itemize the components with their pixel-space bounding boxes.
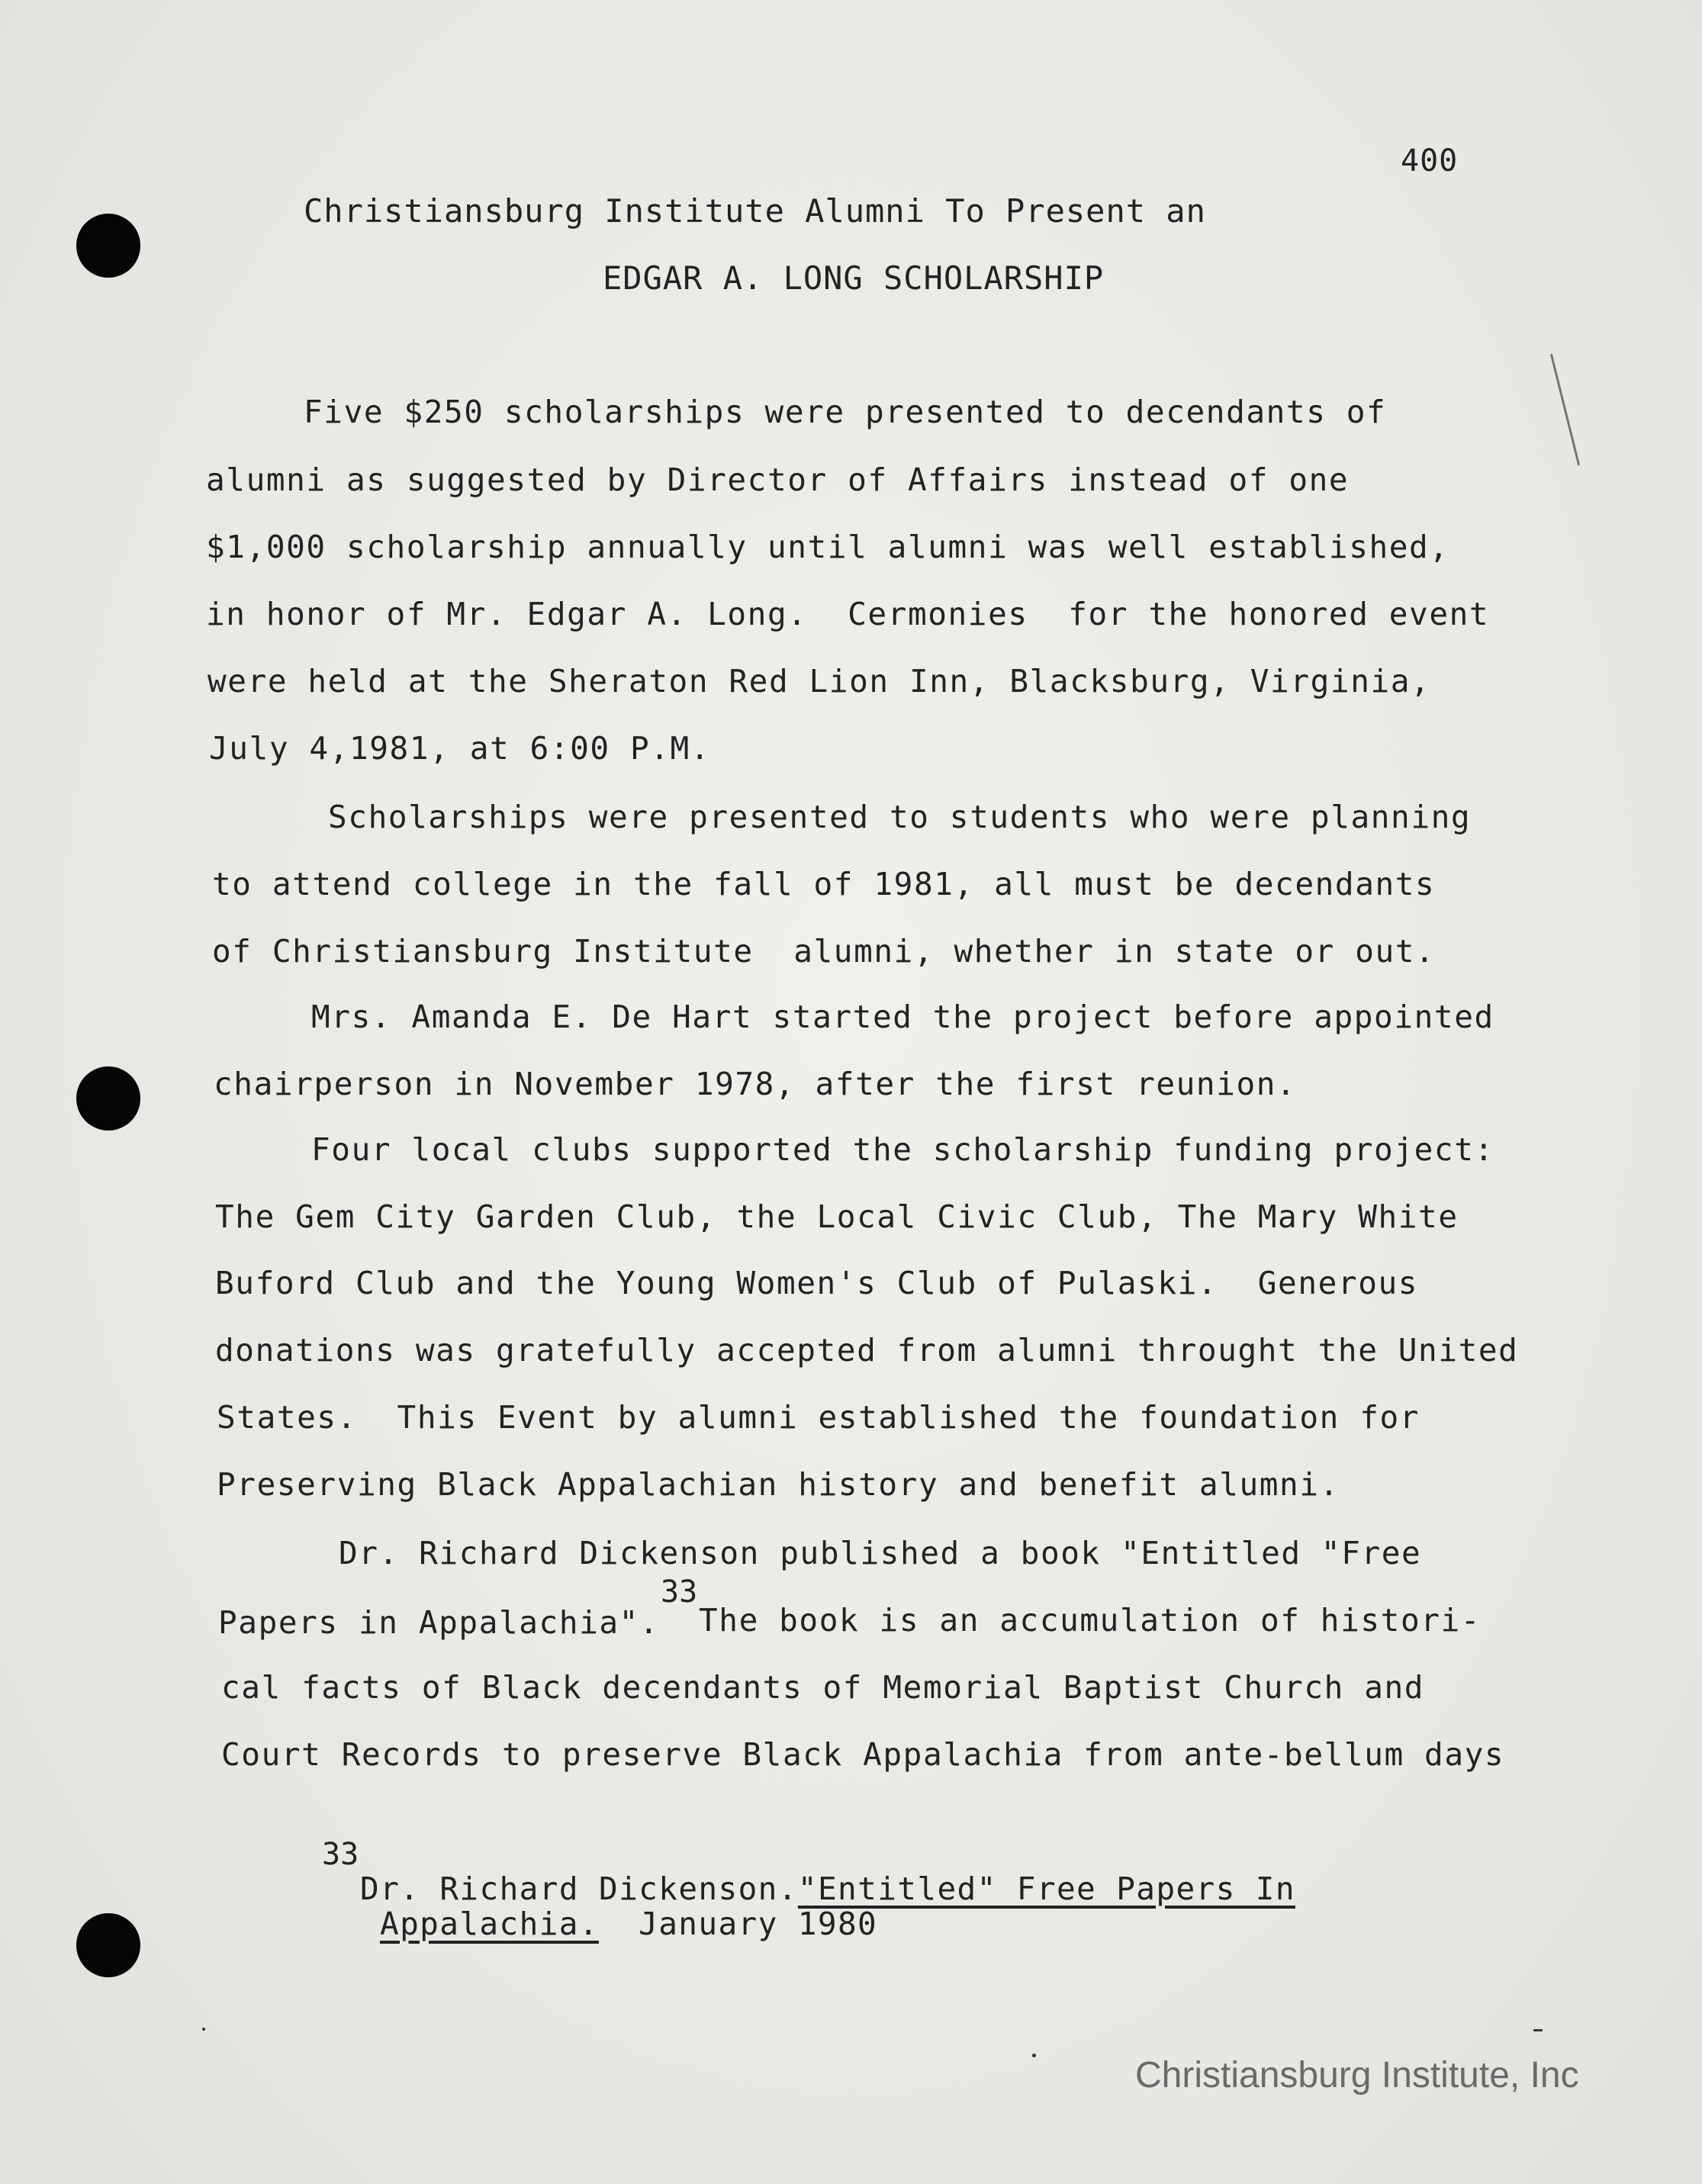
- body-line: The Gem City Garden Club, the Local Civic Club, The Mary White: [215, 1198, 1459, 1235]
- footnote-reference: 33: [661, 1574, 698, 1610]
- page-number: 400: [1401, 143, 1459, 179]
- document-subtitle: EDGAR A. LONG SCHOLARSHIP: [603, 259, 1105, 297]
- body-line: The book is an accumulation of histori-: [699, 1602, 1482, 1639]
- footnote-number: 33: [322, 1837, 359, 1872]
- body-line: to attend college in the fall of 1981, all must be decendants: [212, 866, 1436, 902]
- page-speck: [1032, 2054, 1036, 2057]
- footnote-line: [360, 1870, 1295, 1907]
- footnote-title-continued: Appalachia.: [380, 1906, 599, 1942]
- body-line: alumni as suggested by Director of Affairs instead of one: [206, 462, 1350, 498]
- body-line: Mrs. Amanda E. De Hart started the project before appointed: [311, 999, 1494, 1035]
- body-line: in honor of Mr. Edgar A. Long. Cermonies for the honored event: [206, 596, 1490, 632]
- body-line: $1,000 scholarship annually until alumni was well established,: [206, 529, 1449, 565]
- body-line: chairperson in November 1978, after the first reunion.: [214, 1066, 1297, 1102]
- body-line: Court Records to preserve Black Appalachia from ante-bellum days: [221, 1736, 1505, 1773]
- body-line: Five $250 scholarships were presented to decendants of: [304, 394, 1387, 430]
- footnote-author: Dr. Richard Dickenson.: [360, 1870, 798, 1907]
- page-speck: [202, 2028, 205, 2031]
- page-scratch-mark: [1550, 354, 1580, 465]
- body-line: July 4,1981, at 6:00 P.M.: [209, 730, 711, 767]
- body-line: cal facts of Black decendants of Memorial Baptist Church and: [221, 1669, 1425, 1706]
- body-line: Four local clubs supported the scholarship funding project:: [311, 1131, 1494, 1168]
- body-line: Dr. Richard Dickenson published a book "Entitled "Free: [339, 1535, 1422, 1571]
- footnote-line: [380, 1906, 877, 1942]
- body-line: Scholarships were presented to students who were planning: [328, 799, 1472, 835]
- body-line: Buford Club and the Young Women's Club of Pulaski. Generous: [215, 1265, 1419, 1301]
- binder-hole-top: [76, 214, 140, 278]
- watermark: Christiansburg Institute, Inc: [1135, 2055, 1579, 2096]
- document-title: Christiansburg Institute Alumni To Present an: [304, 192, 1206, 230]
- footnote-date: January 1980: [639, 1906, 878, 1942]
- body-line: of Christiansburg Institute alumni, whether in state or out.: [212, 933, 1436, 970]
- binder-hole-bottom: [76, 1913, 140, 1977]
- body-line: States. This Event by alumni established the foundation for: [217, 1399, 1420, 1436]
- body-line: Preserving Black Appalachian history and benefit alumni.: [217, 1466, 1340, 1503]
- body-line: Papers in Appalachia".: [218, 1604, 660, 1641]
- binder-hole-middle: [76, 1066, 140, 1131]
- page-speck: [1533, 2029, 1543, 2031]
- body-line: were held at the Sheraton Red Lion Inn, Blacksburg, Virginia,: [208, 663, 1431, 700]
- footnote-title: "Entitled" Free Papers In: [797, 1870, 1295, 1907]
- body-line: donations was gratefully accepted from alumni throught the United: [215, 1332, 1519, 1369]
